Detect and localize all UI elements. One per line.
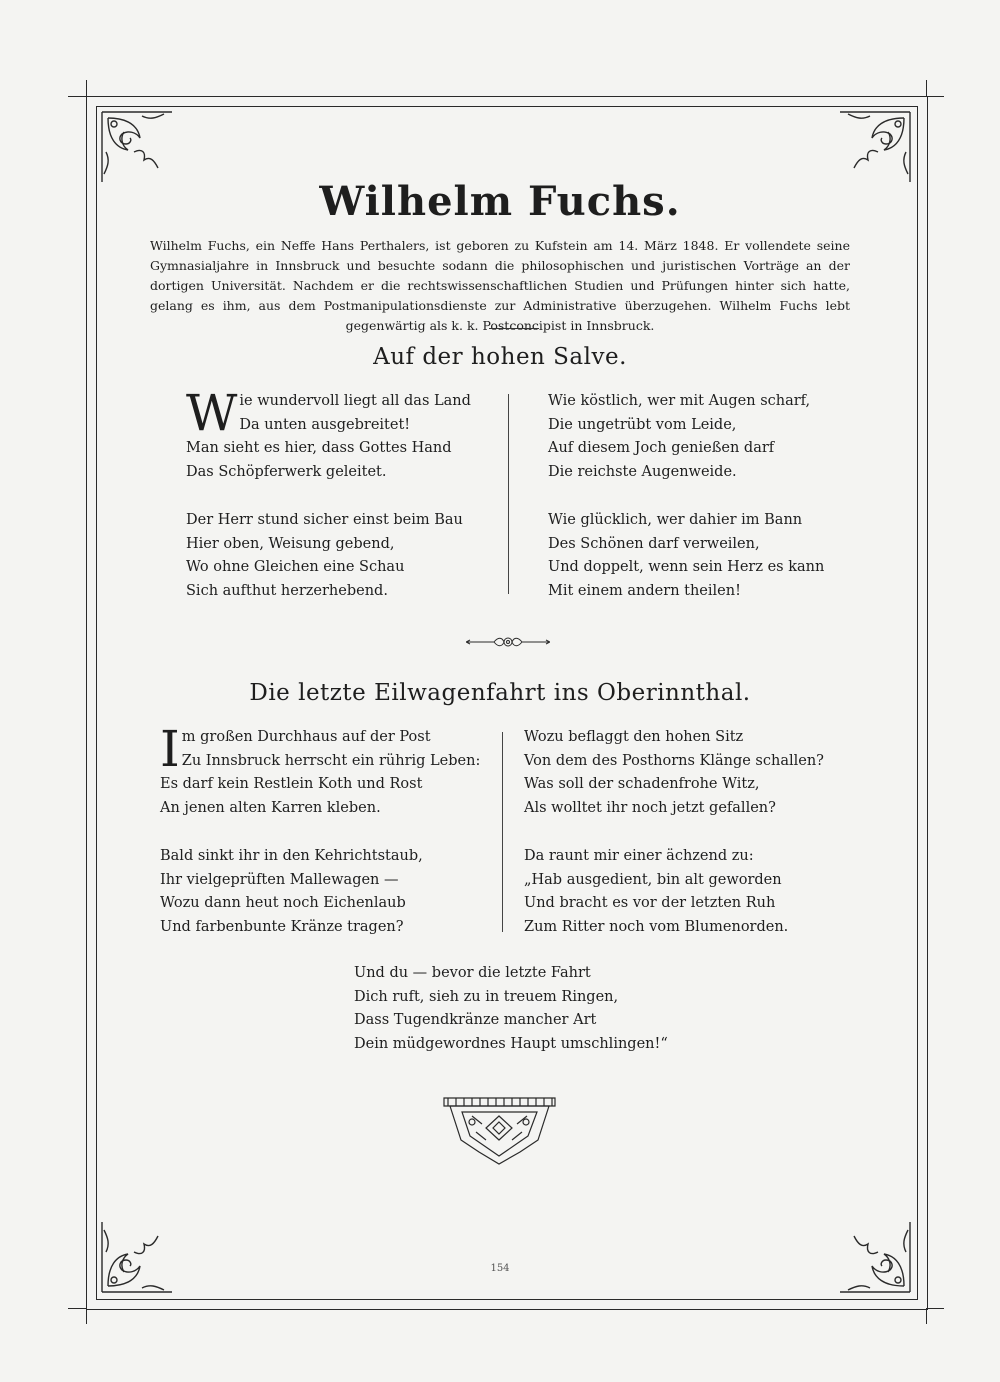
verse-line: Wo ohne Gleichen eine Schau [186,559,405,575]
verse-line: Hier oben, Weisung gebend, [186,535,395,552]
verse-line: Sich aufthut herzerhebend. [186,582,388,599]
corner-ornament-icon [98,1218,176,1296]
verse-line: ie wundervoll liegt all das Land [239,393,471,409]
verse-line: Es darf kein Restlein Koth und Rost [160,776,423,792]
verse-line: Als wolltet ihr noch jetzt gefallen? [524,799,776,816]
verse-line: Und farbenbunte Kränze tragen? [160,918,404,935]
verse-line: Mit einem andern theilen! [548,582,741,599]
poem2-left-column [160,720,500,939]
verse-line: Da raunt mir einer ächzend zu: [524,848,754,864]
corner-ornament-icon [836,108,914,186]
verse-line: Ihr vielgeprüften Mallewagen — [160,871,399,888]
verse-line: Zum Ritter noch vom Blumenorden. [524,918,789,935]
frame-tick [926,96,944,97]
frame-tick [86,1308,87,1324]
frame-tick [68,96,86,97]
poem1-left-column [186,384,486,603]
frame-tick [86,80,87,96]
drop-cap: I [160,720,180,778]
verse-line: Von dem des Posthorns Klänge schallen? [524,752,824,769]
verse-line: Und doppelt, wenn sein Herz es kann [548,559,825,575]
frame-tick [926,80,927,96]
verse-line: Man sieht es hier, dass Gottes Hand [186,440,452,456]
verse-line: „Hab ausgedient, bin alt geworden [524,871,782,888]
poem2-right-column [524,726,824,939]
biography-paragraph: Wilhelm Fuchs, ein Neffe Hans Perthalers, ist geboren zu Kufstein am 14. März 1848. Er vollendete seine Gymnasialjahre in Innsbruck und besuchte sodann die philosophischen und juristischen Vorträge an der dortigen Universität. Nachdem er die rechtswissenschaftlichen Studien und Prüfungen hinter sich hatte, gelang es ihm, aus dem Postmanipulationsdienste zur Administrative überzugehen. Wilhelm Fuchs lebt gegenwärtig als k. k. Postconcipist in Innsbruck. [150,238,850,333]
verse-line: Da unten ausgebreitet! [239,416,411,433]
ornamental-divider-icon [466,634,550,648]
frame-tick [926,1308,944,1309]
verse-line: m großen Durchhaus auf der Post [181,729,431,745]
column-divider [502,732,503,932]
verse-line: Des Schönen darf verweilen, [548,535,760,552]
verse-line: Auf diesem Joch genießen darf [548,440,775,456]
frame-tick [68,1308,86,1309]
frame-tick [926,1308,927,1324]
tailpiece-ornament-icon [442,1094,557,1166]
verse-line: Wie glücklich, wer dahier im Bann [548,512,803,528]
verse-line: An jenen alten Karren kleben. [160,799,381,816]
verse-line: Und bracht es vor der letzten Ruh [524,895,776,911]
verse-line: Wozu beflaggt den hohen Sitz [524,729,744,745]
poem2-final-stanza [354,962,674,1056]
poem1-right-column [548,390,848,603]
verse-line: Wie köstlich, wer mit Augen scharf, [548,393,811,409]
poem-title: Die letzte Eilwagenfahrt ins Oberinnthal. [249,680,751,706]
column-divider [508,394,509,594]
verse-line: Und du — bevor die letzte Fahrt [354,965,591,981]
verse-line: Dass Tugendkränze mancher Art [354,1012,597,1028]
verse-line: Die reichste Augenweide. [548,463,737,480]
verse-line: Was soll der schadenfrohe Witz, [524,776,760,792]
verse-line: Die ungetrübt vom Leide, [548,416,737,433]
section-divider [489,328,539,329]
verse-line: Dein müdgewordnes Haupt umschlingen!“ [354,1035,668,1052]
page-number: 154 [490,1263,510,1274]
page-title: Wilhelm Fuchs. [319,178,681,225]
verse-line: Der Herr stund sicher einst beim Bau [186,512,463,528]
corner-ornament-icon [836,1218,914,1296]
verse-line: Dich ruft, sieh zu in treuem Ringen, [354,988,619,1005]
corner-ornament-icon [98,108,176,186]
verse-line: Zu Innsbruck herrscht ein rührig Leben: [181,752,481,769]
drop-cap: W [186,384,238,442]
verse-line: Das Schöpferwerk geleitet. [186,463,387,480]
poem-title: Auf der hohen Salve. [373,344,627,370]
verse-line: Wozu dann heut noch Eichenlaub [160,895,406,911]
verse-line: Bald sinkt ihr in den Kehrichtstaub, [160,848,423,864]
